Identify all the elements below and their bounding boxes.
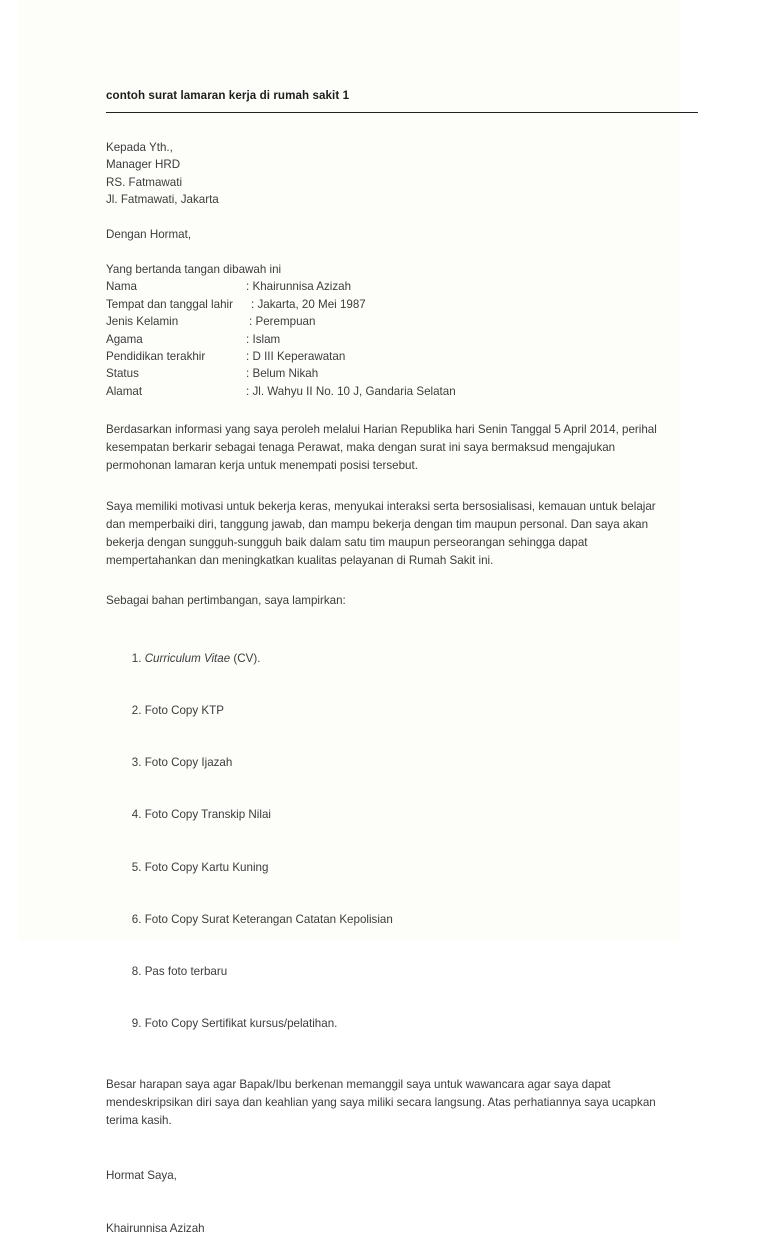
table-row bbox=[106, 278, 668, 295]
list-item-label: Foto Copy Sertifikat kursus/pelatihan. bbox=[144, 1017, 338, 1031]
table-row bbox=[106, 348, 668, 365]
list-item-label: (CV). bbox=[230, 651, 261, 665]
list-item bbox=[106, 893, 668, 945]
list-item-label: Foto Copy Transkip Nilai bbox=[144, 808, 271, 822]
list-item-label: Foto Copy Ijazah bbox=[144, 756, 233, 770]
list-item-label: Pas foto terbaru bbox=[144, 965, 228, 979]
recipient-line-4: Jl. Fatmawati, Jakarta bbox=[106, 193, 219, 207]
biodata-separator: : bbox=[251, 297, 255, 311]
biodata-label: Agama bbox=[106, 332, 143, 346]
biodata-value: Perempuan bbox=[255, 315, 316, 329]
biodata-value: D III Keperawatan bbox=[252, 350, 346, 364]
biodata-separator: : bbox=[246, 384, 250, 398]
biodata-separator: : bbox=[246, 332, 250, 346]
body-paragraph-1: Berdasarkan informasi yang saya peroleh melalui Harian Republika hari Senin Tanggal 5 April 2014, perihal kesempatan berkarir sebagai tenaga Perawat, maka dengan surat ini saya bermaksud mengajukan permohonan lamaran kerja untuk menempati posisi tersebut. bbox=[106, 423, 657, 473]
list-item bbox=[106, 632, 668, 684]
list-number: 5. bbox=[131, 860, 142, 874]
list-number: 3. bbox=[131, 756, 142, 770]
table-row bbox=[106, 296, 668, 313]
list-item-label: Foto Copy Surat Keterangan Catatan Kepolisian bbox=[144, 912, 393, 926]
attachments-list bbox=[106, 632, 668, 1050]
list-item-label: Foto Copy KTP bbox=[144, 703, 224, 717]
biodata-separator: : bbox=[246, 350, 250, 364]
page-title: contoh surat lamaran kerja di rumah sakit 1 bbox=[106, 89, 350, 102]
list-number: 6. bbox=[131, 912, 142, 926]
biodata-label: Tempat dan tanggal lahir bbox=[106, 297, 233, 311]
list-number: 4. bbox=[131, 808, 142, 822]
biodata-value: Khairunnisa Azizah bbox=[252, 280, 352, 294]
list-number: 1. bbox=[131, 651, 142, 665]
list-item bbox=[106, 737, 668, 789]
list-number: 2. bbox=[131, 703, 142, 717]
biodata-separator: : bbox=[246, 367, 250, 381]
table-row bbox=[106, 365, 668, 382]
biodata-label: Alamat bbox=[106, 384, 143, 398]
attachments-intro: Sebagai bahan pertimbangan, saya lampirkan: bbox=[106, 593, 346, 607]
list-item bbox=[106, 685, 668, 737]
biodata-table bbox=[106, 278, 668, 400]
recipient-block bbox=[106, 139, 668, 209]
list-item-label: Foto Copy Kartu Kuning bbox=[144, 860, 269, 874]
list-number: 9. bbox=[131, 1017, 142, 1031]
signer-name: Khairunnisa Azizah bbox=[106, 1221, 205, 1235]
biodata-label: Nama bbox=[106, 280, 137, 294]
biodata-separator: : bbox=[249, 315, 253, 329]
body-paragraph-3: Besar harapan saya agar Bapak/Ibu berkenan memanggil saya untuk wawancara agar saya dapat mendeskripsikan diri saya dan keahlian yang saya miliki secara langsung. Atas perhatiannya saya ucapkan terima kasih. bbox=[106, 1078, 656, 1128]
list-item bbox=[106, 841, 668, 893]
recipient-line-3: RS. Fatmawati bbox=[106, 175, 183, 189]
list-item-italic: Curriculum Vitae bbox=[144, 651, 231, 665]
document-page bbox=[18, 0, 680, 1235]
biodata-value: Belum Nikah bbox=[252, 367, 319, 381]
recipient-line-1: Kepada Yth., bbox=[106, 141, 173, 154]
biodata-intro: Yang bertanda tangan dibawah ini bbox=[106, 263, 282, 277]
biodata-value: Jakarta, 20 Mei 1987 bbox=[257, 297, 366, 311]
salutation: Dengan Hormat, bbox=[106, 227, 192, 241]
closing-line: Hormat Saya, bbox=[106, 1169, 177, 1183]
biodata-separator: : bbox=[246, 280, 250, 294]
table-row bbox=[106, 383, 668, 400]
biodata-value: Jl. Wahyu II No. 10 J, Gandaria Selatan bbox=[252, 384, 456, 398]
biodata-label: Pendidikan terakhir bbox=[106, 350, 206, 364]
biodata-label: Jenis Kelamin bbox=[106, 315, 179, 329]
list-item bbox=[106, 789, 668, 841]
list-item bbox=[106, 946, 668, 998]
body-paragraph-2: Saya memiliki motivasi untuk bekerja keras, menyukai interaksi serta bersosialisasi, kemauan untuk belajar dan memperbaiki diri, tanggung jawab, dan mampu bekerja dengan tim maupun personal. Dan saya akan bekerja dengan sungguh-sungguh baik dalam satu tim maupun perseorangan sehingga dapat mempertahankan dan meningkatkan kualitas pelayanan di Rumah Sakit ini. bbox=[106, 499, 656, 567]
title-divider bbox=[106, 112, 698, 113]
table-row bbox=[106, 313, 668, 330]
recipient-line-2: Manager HRD bbox=[106, 158, 181, 172]
table-row bbox=[106, 331, 668, 348]
biodata-label: Status bbox=[106, 367, 139, 381]
document-body bbox=[106, 0, 668, 1237]
biodata-value: Islam bbox=[252, 332, 281, 346]
list-number: 8. bbox=[131, 965, 142, 979]
